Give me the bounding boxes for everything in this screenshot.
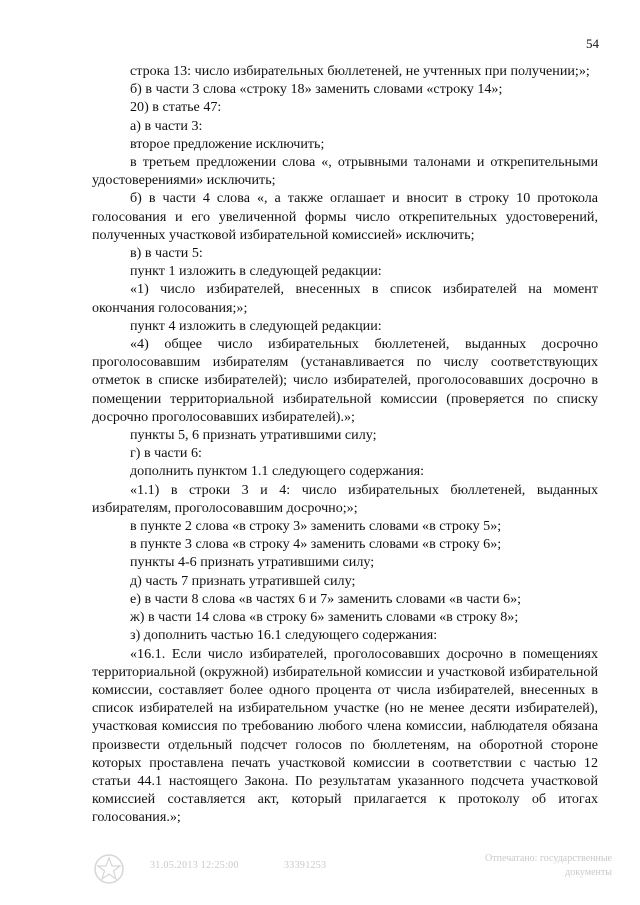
paragraph: в третьем предложении слова «, отрывными талонами и открепительными удостоверениями» исключить; xyxy=(92,154,598,189)
paragraph: г) в части 6: xyxy=(130,445,202,462)
page-number: 54 xyxy=(586,36,599,51)
footer xyxy=(92,850,612,890)
footer-imprint-line: Отпечатано: государственные xyxy=(485,853,612,864)
paragraph: а) в части 3: xyxy=(130,117,203,134)
paragraph: «1) число избирателей, внесенных в список избирателей на момент окончания голосования;»; xyxy=(92,281,598,316)
paragraph: 20) в статье 47: xyxy=(130,99,222,116)
paragraph: б) в части 3 слова «строку 18» заменить словами «строку 14»; xyxy=(130,81,503,98)
paragraph: з) дополнить частью 16.1 следующего содержания: xyxy=(130,627,438,644)
paragraph: «16.1. Если число избирателей, проголосовавших досрочно в помещениях территориальной (окружной) избирательной комиссии и участковой избирательной комиссии, составляет более одного процента от числа избирателей, внесенных в список избирателей на избирательном участке (но не менее десяти избирателей), участковая комиссия по требованию любого члена комиссии, наблюдателя обязана произвести отдельный подсчет голосов по бюллетеням, на оборотной стороне которых проставлена печать участковой комиссии в соответствии с частью 12 статьи 44.1 настоящего Закона. По результатам указанного подсчета участковой комиссией составляется акт, который прилагается к протоколу об итогах голосования.»; xyxy=(92,645,598,826)
footer-document-code: 33391253 xyxy=(284,860,327,871)
footer-imprint xyxy=(452,852,612,880)
paragraph: пункты 5, 6 признать утратившими силу; xyxy=(130,427,377,444)
paragraph: пункты 4-6 признать утратившими силу; xyxy=(130,554,375,571)
paragraph: б) в части 4 слова «, а также оглашает и вносит в строку 10 протокола голосования и его увеличенной формы число открепительных удостоверений, полученных участковой избирательной комиссией» исключить; xyxy=(92,190,598,243)
paragraph: второе предложение исключить; xyxy=(130,135,325,152)
paragraph: в) в части 5: xyxy=(130,245,203,262)
paragraph: пункт 1 изложить в следующей редакции: xyxy=(130,263,382,280)
paragraph: в пункте 3 слова «в строку 4» заменить словами «в строку 6»; xyxy=(130,536,502,553)
paragraph: дополнить пунктом 1.1 следующего содержания: xyxy=(130,463,425,480)
paragraph: ж) в части 14 слова «в строку 6» заменить словами «в строку 8»; xyxy=(130,609,519,626)
document-body xyxy=(92,62,598,827)
paragraph: е) в части 8 слова «в частях 6 и 7» заменить словами «в части 6»; xyxy=(130,590,522,607)
paragraph: пункт 4 изложить в следующей редакции: xyxy=(130,317,382,334)
paragraph: д) часть 7 признать утратившей силу; xyxy=(130,572,356,589)
paragraph: в пункте 2 слова «в строку 3» заменить словами «в строку 5»; xyxy=(130,518,502,535)
paragraph: «4) общее число избирательных бюллетеней, выданных досрочно проголосовавшим избирателям (устанавливается по числу соответствующих отметок в списке избирателей); число избирателей, проголосовавших досрочно в помещении территориальной избирательной комиссии (проверяется по списку досрочно проголосовавших избирателей).»; xyxy=(92,336,598,425)
footer-datetime: 31.05.2013 12:25:00 xyxy=(150,860,239,871)
paragraph: «1.1) в строки 3 и 4: число избирательных бюллетеней, выданных избирателям, проголосовавшим досрочно;»; xyxy=(92,481,598,516)
footer-imprint-line: документы xyxy=(565,867,612,878)
paragraph: строка 13: число избирательных бюллетеней, не учтенных при получении;»; xyxy=(130,63,590,79)
emblem-stamp-icon xyxy=(92,852,126,889)
